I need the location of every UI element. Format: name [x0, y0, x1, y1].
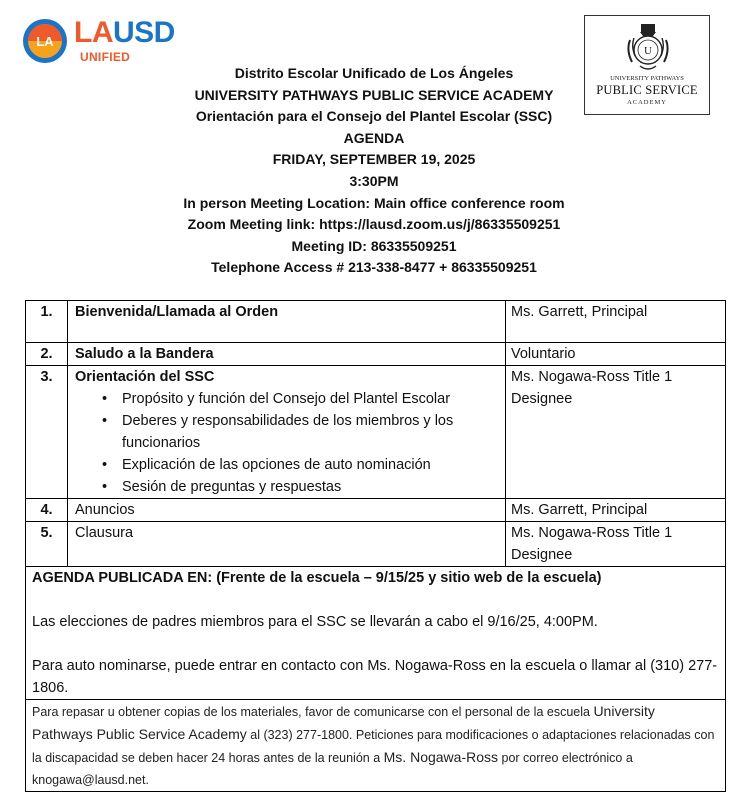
school-name: UNIVERSITY PATHWAYS PUBLIC SERVICE ACADEMY — [194, 86, 554, 103]
district-name: Distrito Escolar Unificado de Los Ángeles — [234, 65, 514, 81]
list-item: • Deberes y responsabilidades de los miembros y los funcionarios — [75, 410, 499, 454]
meeting-date: FRIDAY, SEPTEMBER 19, 2025 — [272, 151, 476, 168]
table-row — [26, 499, 726, 522]
agenda-title: AGENDA — [343, 129, 405, 146]
list-item: • Propósito y función del Consejo del Plantel Escolar — [75, 388, 499, 410]
item-title: Clausura — [68, 522, 506, 567]
copies-text: Para repasar u obtener copias de los materiales, favor de comunicarse con el personal de la escuela University Pathways Public Service Academy al (323) 277-1800. Peticiones para modificaciones o adaptaciones relacionadas con la discapacidad se deben hacer 24 horas antes de la reunión a Ms. Nogawa-Ross por correo electrónico a knogawa@lausd.net. — [32, 703, 715, 787]
ups-line-3: ACADEMY — [627, 99, 667, 106]
footer-notice — [26, 567, 726, 700]
svg-text:U: U — [644, 45, 652, 57]
meeting-location: In person Meeting Location: Main office conference room — [183, 194, 565, 211]
table-row — [26, 343, 726, 366]
footer-row — [26, 700, 726, 792]
meeting-time: 3:30PM — [349, 172, 399, 189]
agenda-header — [0, 63, 748, 279]
footer-row — [26, 567, 726, 700]
item-title: Anuncios — [68, 499, 506, 522]
lausd-seal-text: LA — [36, 34, 54, 49]
item-title: Bienvenida/Llamada al Orden — [68, 301, 506, 343]
item-bullets — [75, 388, 499, 498]
table-row — [26, 366, 726, 499]
lausd-unified-label: UNIFIED — [80, 50, 131, 64]
published-line: AGENDA PUBLICADA EN: (Frente de la escuela – 9/15/25 y sitio web de la escuela) — [32, 570, 602, 586]
meeting-id: Meeting ID: 86335509251 — [291, 237, 457, 254]
ups-line-2: PUBLIC SERVICE — [596, 83, 698, 97]
item-number: 1. — [26, 301, 68, 343]
elections-notice: Las elecciones de padres miembros para el SSC se llevarán a cabo el 9/16/25, 4:00PM. — [32, 614, 598, 630]
lausd-wordmark: LAUSD — [74, 16, 175, 49]
telephone-access: Telephone Access # 213-338-8477 + 86335509251 — [211, 259, 537, 276]
item-cell — [68, 366, 506, 499]
table-row — [26, 522, 726, 567]
ups-line-1: UNIVERSITY PATHWAYS — [610, 75, 684, 82]
list-item: • Sesión de preguntas y respuestas — [75, 476, 499, 498]
item-title: Orientación del SSC — [75, 369, 215, 385]
item-title: Saludo a la Bandera — [68, 343, 506, 366]
item-presenter: Ms. Garrett, Principal — [506, 499, 726, 522]
nomination-notice: Para auto nominarse, puede entrar en contacto con Ms. Nogawa-Ross en la escuela o llamar al (310) 277-1806. — [32, 658, 718, 696]
list-item: • Explicación de las opciones de auto nominación — [75, 454, 499, 476]
meeting-title: Orientación para el Consejo del Plantel Escolar (SSC) — [195, 108, 553, 125]
lausd-logo — [22, 14, 222, 70]
item-presenter: Ms. Garrett, Principal — [506, 301, 726, 343]
item-number: 5. — [26, 522, 68, 567]
item-number: 4. — [26, 499, 68, 522]
table-row — [26, 301, 726, 343]
item-presenter: Ms. Nogawa-Ross Title 1 Designee — [506, 522, 726, 567]
item-presenter: Voluntario — [506, 343, 726, 366]
item-presenter: Ms. Nogawa-Ross Title 1 Designee — [506, 366, 726, 499]
item-number: 2. — [26, 343, 68, 366]
zoom-link[interactable]: Zoom Meeting link: https://lausd.zoom.us/j/86335509251 — [187, 216, 561, 233]
agenda-table — [25, 300, 726, 792]
copies-notice — [26, 700, 726, 792]
item-number: 3. — [26, 366, 68, 499]
lausd-seal-icon — [22, 18, 68, 64]
